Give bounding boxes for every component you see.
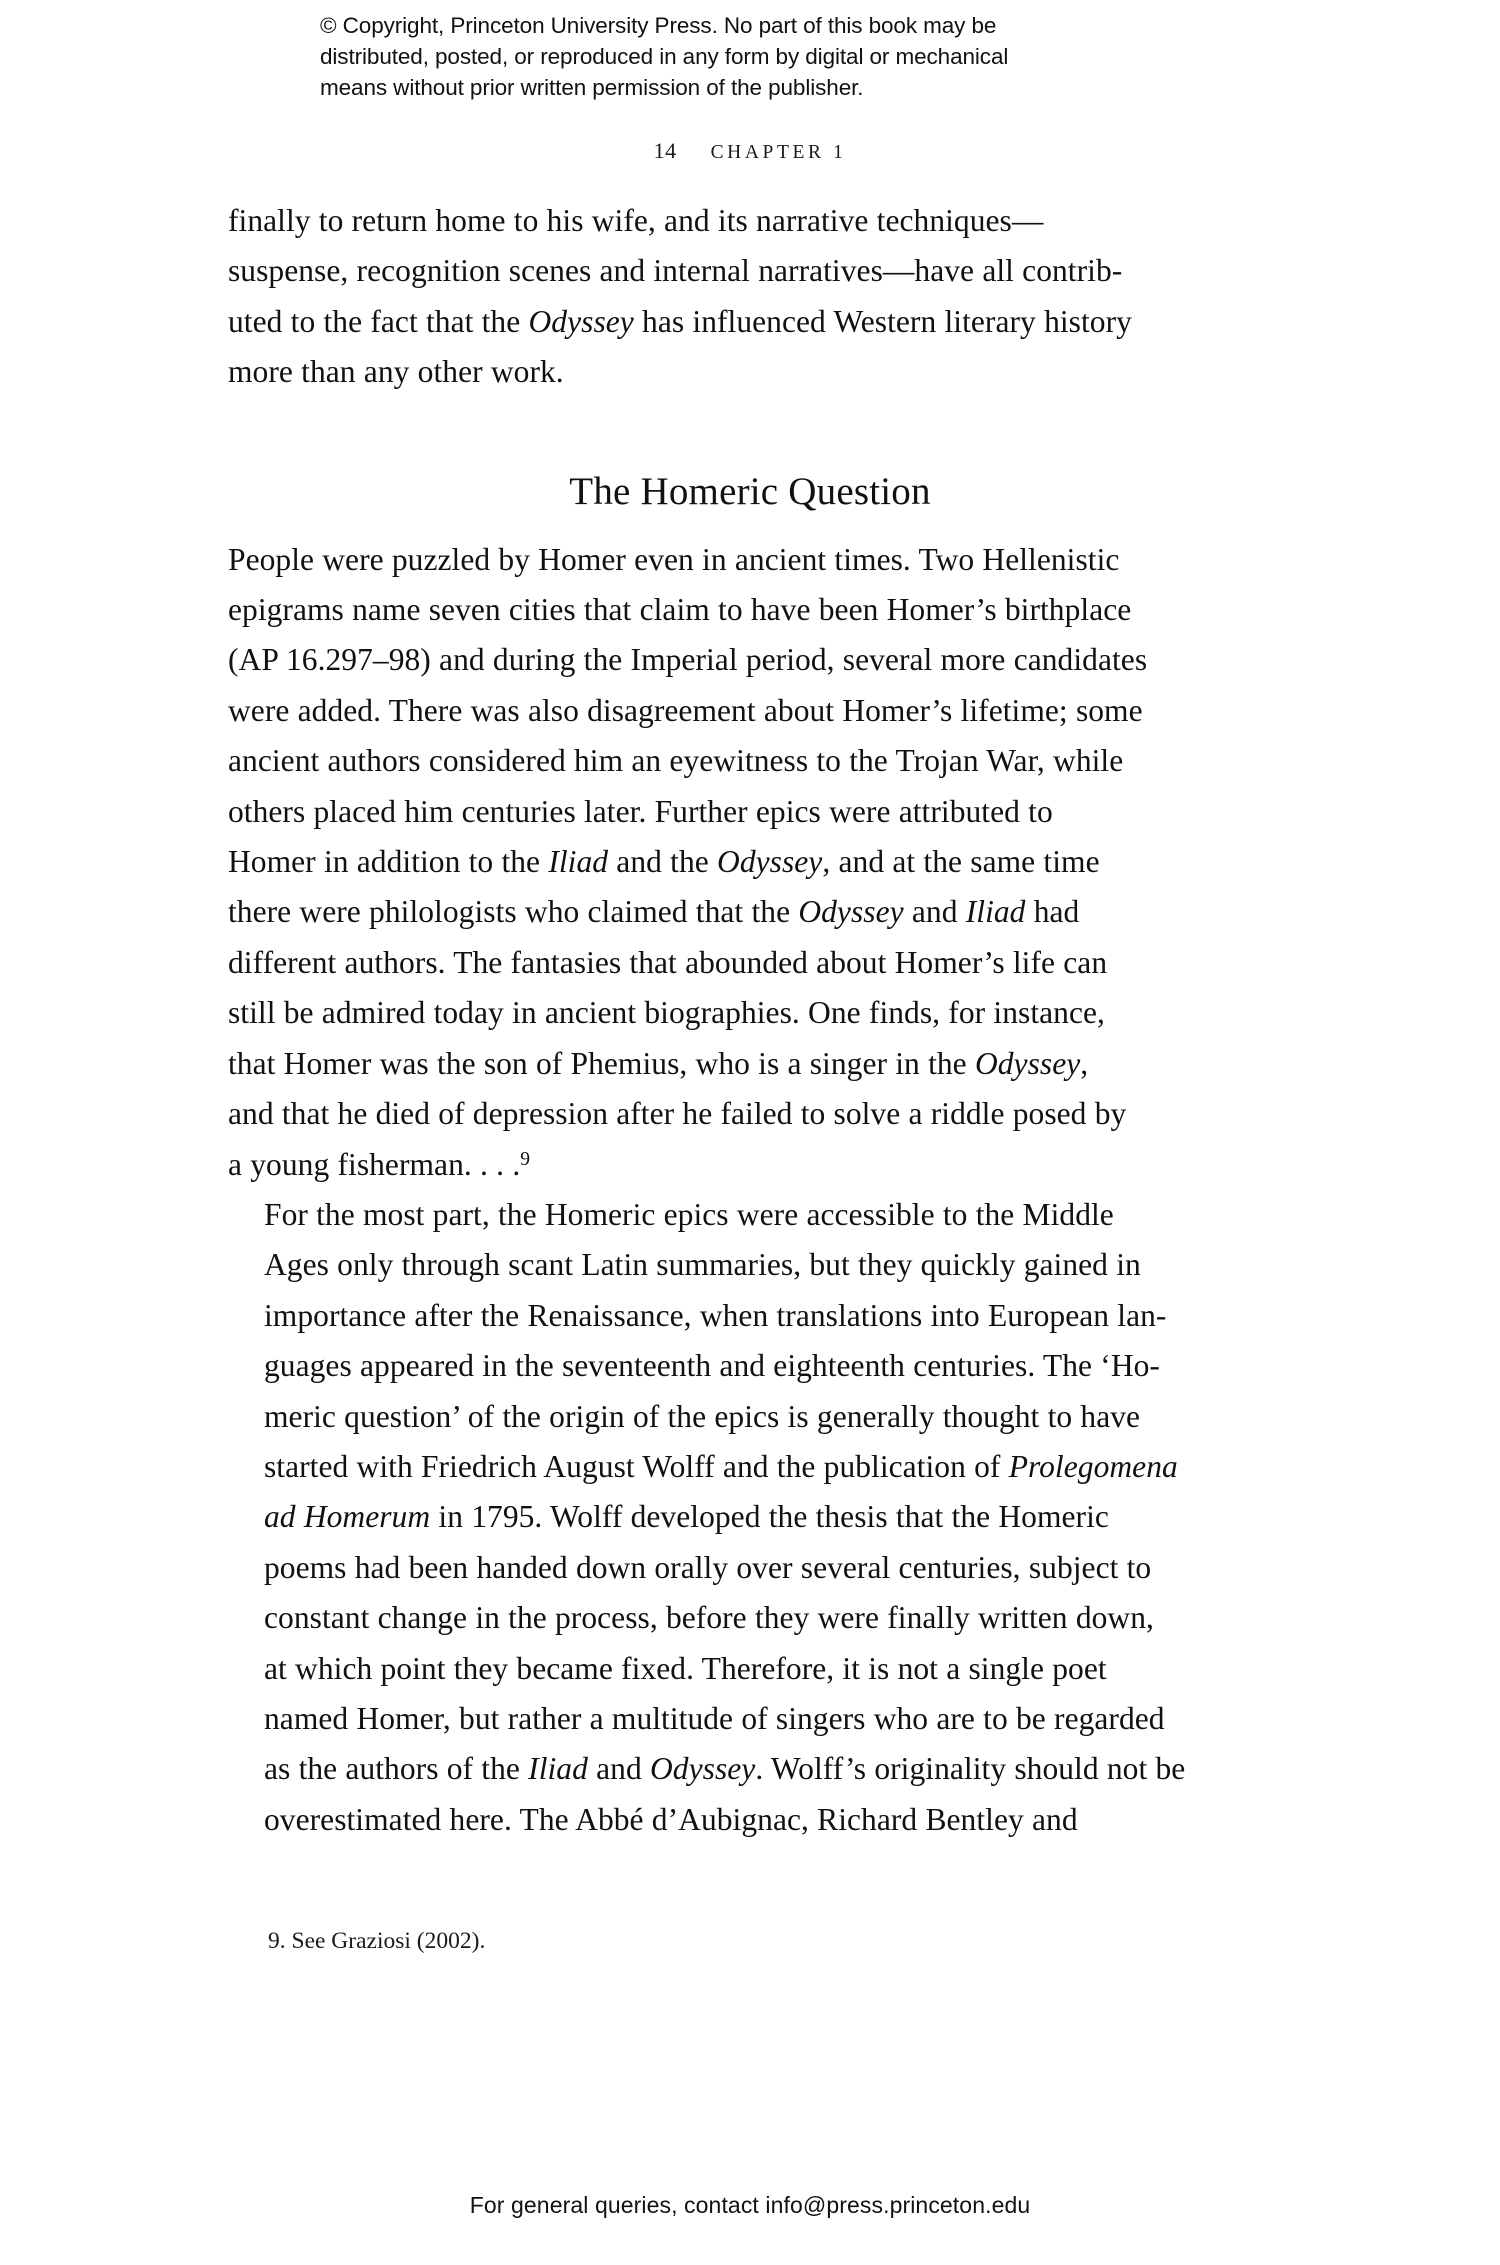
paragraph-continued xyxy=(228,196,1280,398)
book-title-iliad: Iliad xyxy=(528,1751,588,1787)
text-line: suspense, recognition scenes and internal narratives—have all contrib- xyxy=(228,253,1123,289)
text-line: others placed him centuries later. Further epics were attributed to xyxy=(228,793,1053,829)
book-title-odyssey: Odyssey xyxy=(798,894,904,930)
text-line: and that he died of depression after he failed to solve a riddle posed by xyxy=(228,1096,1127,1132)
text-line: more than any other work. xyxy=(228,354,564,390)
text-line: started with Friedrich August Wolff and the publication of Prolegomena xyxy=(264,1448,1178,1484)
heading-spacer xyxy=(228,398,1280,535)
text-line: different authors. The fantasies that abounded about Homer’s life can xyxy=(228,944,1108,980)
book-title-iliad: Iliad xyxy=(548,844,609,880)
text-line: as the authors of the Iliad and Odyssey. Wolff’s originality should not be xyxy=(264,1751,1186,1787)
text-line: were added. There was also disagreement about Homer’s lifetime; some xyxy=(228,692,1143,728)
running-head xyxy=(0,138,1500,164)
text-line: Homer in addition to the Iliad and the Odyssey, and at the same time xyxy=(228,844,1100,880)
body-text-block xyxy=(228,196,1280,1845)
text-line: People were puzzled by Homer even in ancient times. Two Hellenistic xyxy=(228,541,1120,577)
footnote-marker-9[interactable]: 9 xyxy=(520,1148,531,1170)
text-line: Ages only through scant Latin summaries, but they quickly gained in xyxy=(264,1247,1141,1283)
book-title-prolegomena: Prolegomena xyxy=(1008,1448,1178,1484)
text-line: there were philologists who claimed that the Odyssey and Iliad had xyxy=(228,894,1080,930)
queries-footer xyxy=(0,2192,1500,2219)
text-line: guages appeared in the seventeenth and eighteenth centuries. The ‘Ho- xyxy=(264,1348,1160,1384)
text-line: overestimated here. The Abbé d’Aubignac, Richard Bentley and xyxy=(264,1801,1078,1837)
footnote-9 xyxy=(268,1925,1278,1958)
book-title-odyssey: Odyssey xyxy=(528,303,634,339)
text-line: ancient authors considered him an eyewitness to the Trojan War, while xyxy=(228,743,1124,779)
text-line: ad Homerum in 1795. Wolff developed the thesis that the Homeric xyxy=(264,1499,1109,1535)
text-line: For the most part, the Homeric epics were accessible to the Middle xyxy=(264,1196,1114,1232)
text-line: poems had been handed down orally over several centuries, subject to xyxy=(264,1549,1152,1585)
paragraph-homeric-question xyxy=(228,535,1280,1190)
book-title-odyssey: Odyssey xyxy=(717,844,823,880)
book-title-ad-homerum: ad Homerum xyxy=(264,1499,431,1535)
text-line: named Homer, but rather a multitude of singers who are to be regarded xyxy=(264,1700,1165,1736)
text-line: finally to return home to his wife, and its narrative techniques— xyxy=(228,203,1044,238)
text-line: still be admired today in ancient biographies. One finds, for instance, xyxy=(228,995,1105,1031)
text-line: that Homer was the son of Phemius, who is a singer in the Odyssey, xyxy=(228,1045,1089,1081)
page-folio-number: 14 xyxy=(653,138,677,163)
copyright-notice-line-2: distributed, posted, or reproduced in any form by digital or mechanical xyxy=(320,44,1009,69)
footnote-text: 9. See Graziosi (2002). xyxy=(268,1928,486,1954)
text-line: at which point they became fixed. Therefore, it is not a single poet xyxy=(264,1650,1107,1686)
book-title-iliad: Iliad xyxy=(965,894,1026,930)
text-line: meric question’ of the origin of the epics is generally thought to have xyxy=(264,1398,1141,1434)
copyright-notice-line-3: means without prior written permission of the publisher. xyxy=(320,75,864,100)
text-line: (AP 16.297–98) and during the Imperial period, several more candidates xyxy=(228,642,1148,678)
text-line: epigrams name seven cities that claim to have been Homer’s birthplace xyxy=(228,592,1132,628)
queries-footer-text: For general queries, contact info@press.princeton.edu xyxy=(469,2192,1031,2218)
copyright-notice-line-1: © Copyright, Princeton University Press. No part of this book may be xyxy=(320,13,997,38)
text-line: a young fisherman. . . .$^9$ xyxy=(228,1146,531,1182)
book-title-odyssey: Odyssey xyxy=(650,1751,756,1787)
paragraph-middle-ages xyxy=(228,1190,1280,1845)
text-line: importance after the Renaissance, when translations into European lan- xyxy=(264,1297,1167,1333)
running-head-chapter-label: CHAPTER 1 xyxy=(710,142,847,163)
text-line: constant change in the process, before they were finally written down, xyxy=(264,1600,1154,1636)
copyright-notice xyxy=(320,10,1180,103)
text-line: uted to the fact that the Odyssey has influenced Western literary history xyxy=(228,303,1132,339)
book-title-odyssey: Odyssey xyxy=(974,1045,1081,1081)
section-heading: The Homeric Question xyxy=(569,470,931,513)
